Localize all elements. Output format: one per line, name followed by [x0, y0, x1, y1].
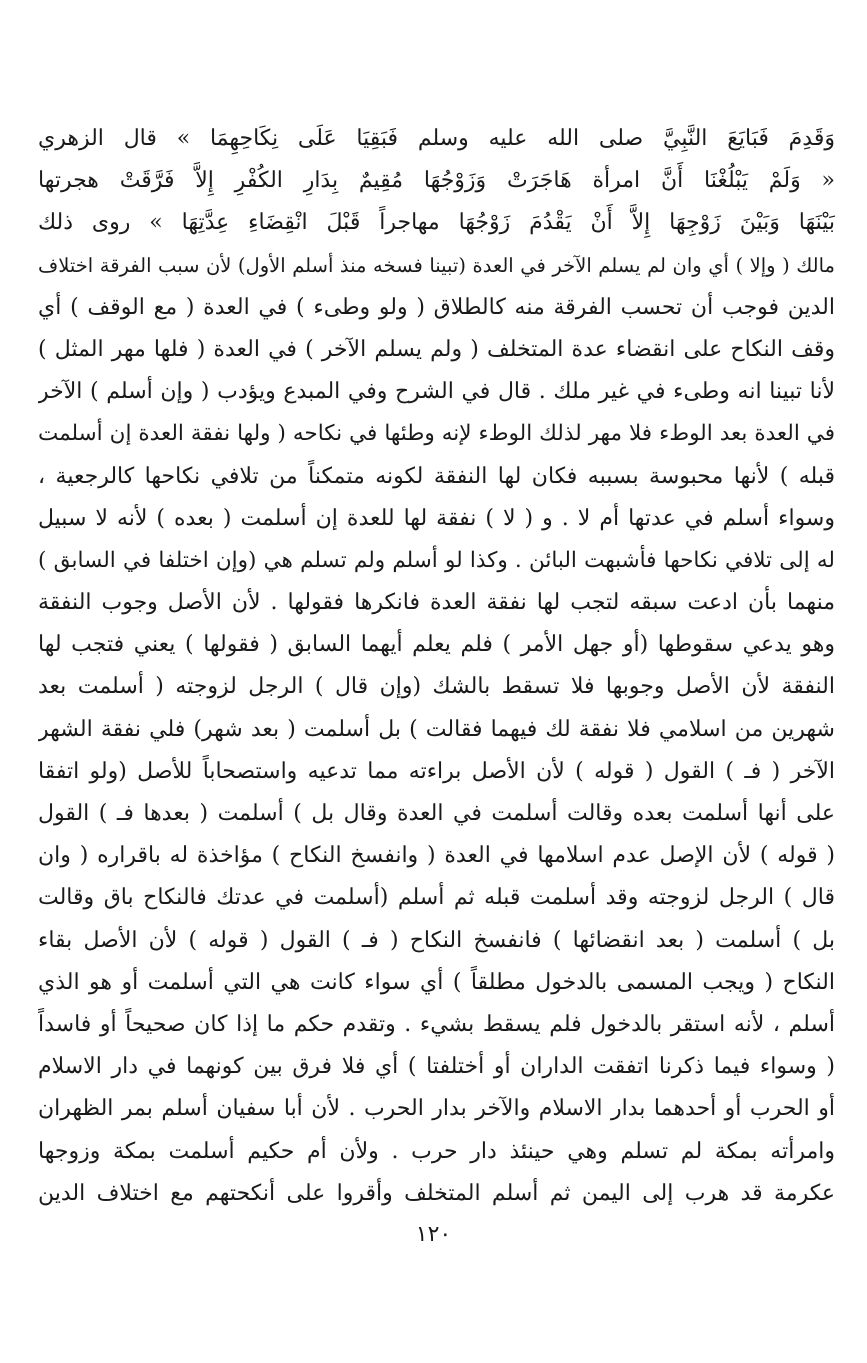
text-line: وقف النكاح على انقضاء عدة المتخلف ( ولم يسلم الآخر ) في العدة ( فلها مهر المثل ) [38, 336, 835, 362]
text-line: وسواء أسلم في عدتها أم لا . و ( لا ) نفقة لها للعدة إن أسلمت ( بعده ) لأنه لا سبيل [38, 505, 835, 531]
text-line: منهما بأن ادعت سبقه لتجب لها نفقة العدة فانكرها فقولها . لأن الأصل وجوب النفقة [38, 590, 835, 616]
text-line: وهو يدعي سقوطها (أو جهل الأمر ) فلم يعلم أيهما السابق ( فقولها ) يعني فتجب لها [38, 632, 835, 658]
text-line: ( قوله ) لأن الإصل عدم اسلامها في العدة ( وانفسخ النكاح ) مؤاخذة له باقراره ( وان [38, 843, 835, 869]
text-line: الآخر ( فـ ) القول ( قوله ) لأن الأصل براءته مما تدعيه واستصحاباً للأصل (ولو اتفقا [38, 758, 835, 784]
text-line: ( وسواء فيما ذكرنا اتفقت الداران أو أختلفتا ) أي فلا فرق بين كونهما في دار الاسلام [38, 1054, 835, 1080]
text-line: لأنا تبينا انه وطىء في غير ملك . قال في الشرح وفي المبدع ويؤدب ( وإن أسلم ) الآخر [38, 379, 835, 405]
text-line: عكرمة قد هرب إلى اليمن ثم أسلم المتخلف وأقروا على أنكحتهم مع اختلاف الدين [38, 1180, 835, 1206]
text-line: على أنها أسلمت بعده وقالت أسلمت في العدة وقال بل ) أسلمت ( بعدها فـ ) القول [38, 801, 835, 826]
text-line: النفقة لأن الأصل وجوبها فلا تسقط بالشك (وإن قال ) الرجل لزوجته ( أسلمت بعد [38, 674, 835, 700]
page-number: ١٢٠ [415, 1222, 452, 1247]
text-line: في العدة بعد الوطء فلا مهر لذلك الوطء لإنه وطئها في نكاحه ( ولها نفقة العدة إن أسلمت [38, 421, 835, 447]
text-line: أو الحرب أو أحدهما بدار الاسلام والآخر بدار الحرب . لأن أبا سفيان أسلم بمر الظهران [38, 1096, 835, 1122]
text-line: مالك ( وإلا ) أي وان لم يسلم الآخر في العدة (تبينا فسخه منذ أسلم الأول) لأن سبب الفرقة اختلاف [38, 253, 835, 277]
text-line: وَقَدِمَ فَبَايَعَ النَّبِيَّ صلى الله عليه وسلم فَبَقِيَا عَلَى نِكَاحِهِمَا » قال الزهري [38, 126, 835, 151]
text-line: له إلى تلافي نكاحها فأشبهت البائن . وكذا لو أسلم ولم تسلم هي (وإن اختلفا في السابق ) [38, 547, 835, 573]
text-line: قبله ) لأنها محبوسة بسببه فكان لها النفقة لكونه متمكناً من تلافي نكاحها كالرجعية ، [38, 463, 835, 489]
text-line: « وَلَمْ يَبْلُغْنَا أَنَّ امرأة هَاجَرَتْ وَزَوْجُهَا مُقِيمٌ بِدَارِ الكُفْرِ إِلاَّ فَرَّقَتْ هجرتها [38, 168, 835, 194]
text-line: النكاح ( ويجب المسمى بالدخول مطلقاً ) أي سواء كانت هي التي أسلمت أو هو الذي [38, 969, 835, 995]
text-line: وامرأته بمكة لم تسلم وهي حينئذ دار حرب . ولأن أم حكيم أسلمت بمكة وزوجها [38, 1138, 835, 1164]
text-line: الدين فوجب أن تحسب الفرقة منه كالطلاق ( ولو وطىء ) في العدة ( مع الوقف ) أي [38, 294, 835, 320]
text-line: أسلم ، لأنه استقر بالدخول فلم يسقط بشيء . وتقدم حكم ما إذا كان صحيحاً أو فاسداً [38, 1011, 835, 1037]
text-line: شهرين من اسلامي فلا نفقة لك فيهما فقالت ) بل أسلمت ( بعد شهر) فلي نفقة الشهر [38, 716, 835, 742]
text-line: قال ) الرجل لزوجته وقد أسلمت قبله ثم أسلم (أسلمت في عدتك فالنكاح باق وقالت [38, 885, 835, 911]
page-body-text [38, 118, 835, 1215]
text-line: بَيْنَهَا وَبَيْنَ زَوْجِهَا إِلاَّ أَنْ يَقْدُمَ زَوْجُهَا مهاجراً قَبْلَ انْقِضَاءِ عِدَّتِهَا » روى ذلك [38, 210, 835, 236]
text-line: بل ) أسلمت ( بعد انقضائها ) فانفسخ النكاح ( فـ ) القول ( قوله ) لأن الأصل بقاء [38, 927, 835, 953]
